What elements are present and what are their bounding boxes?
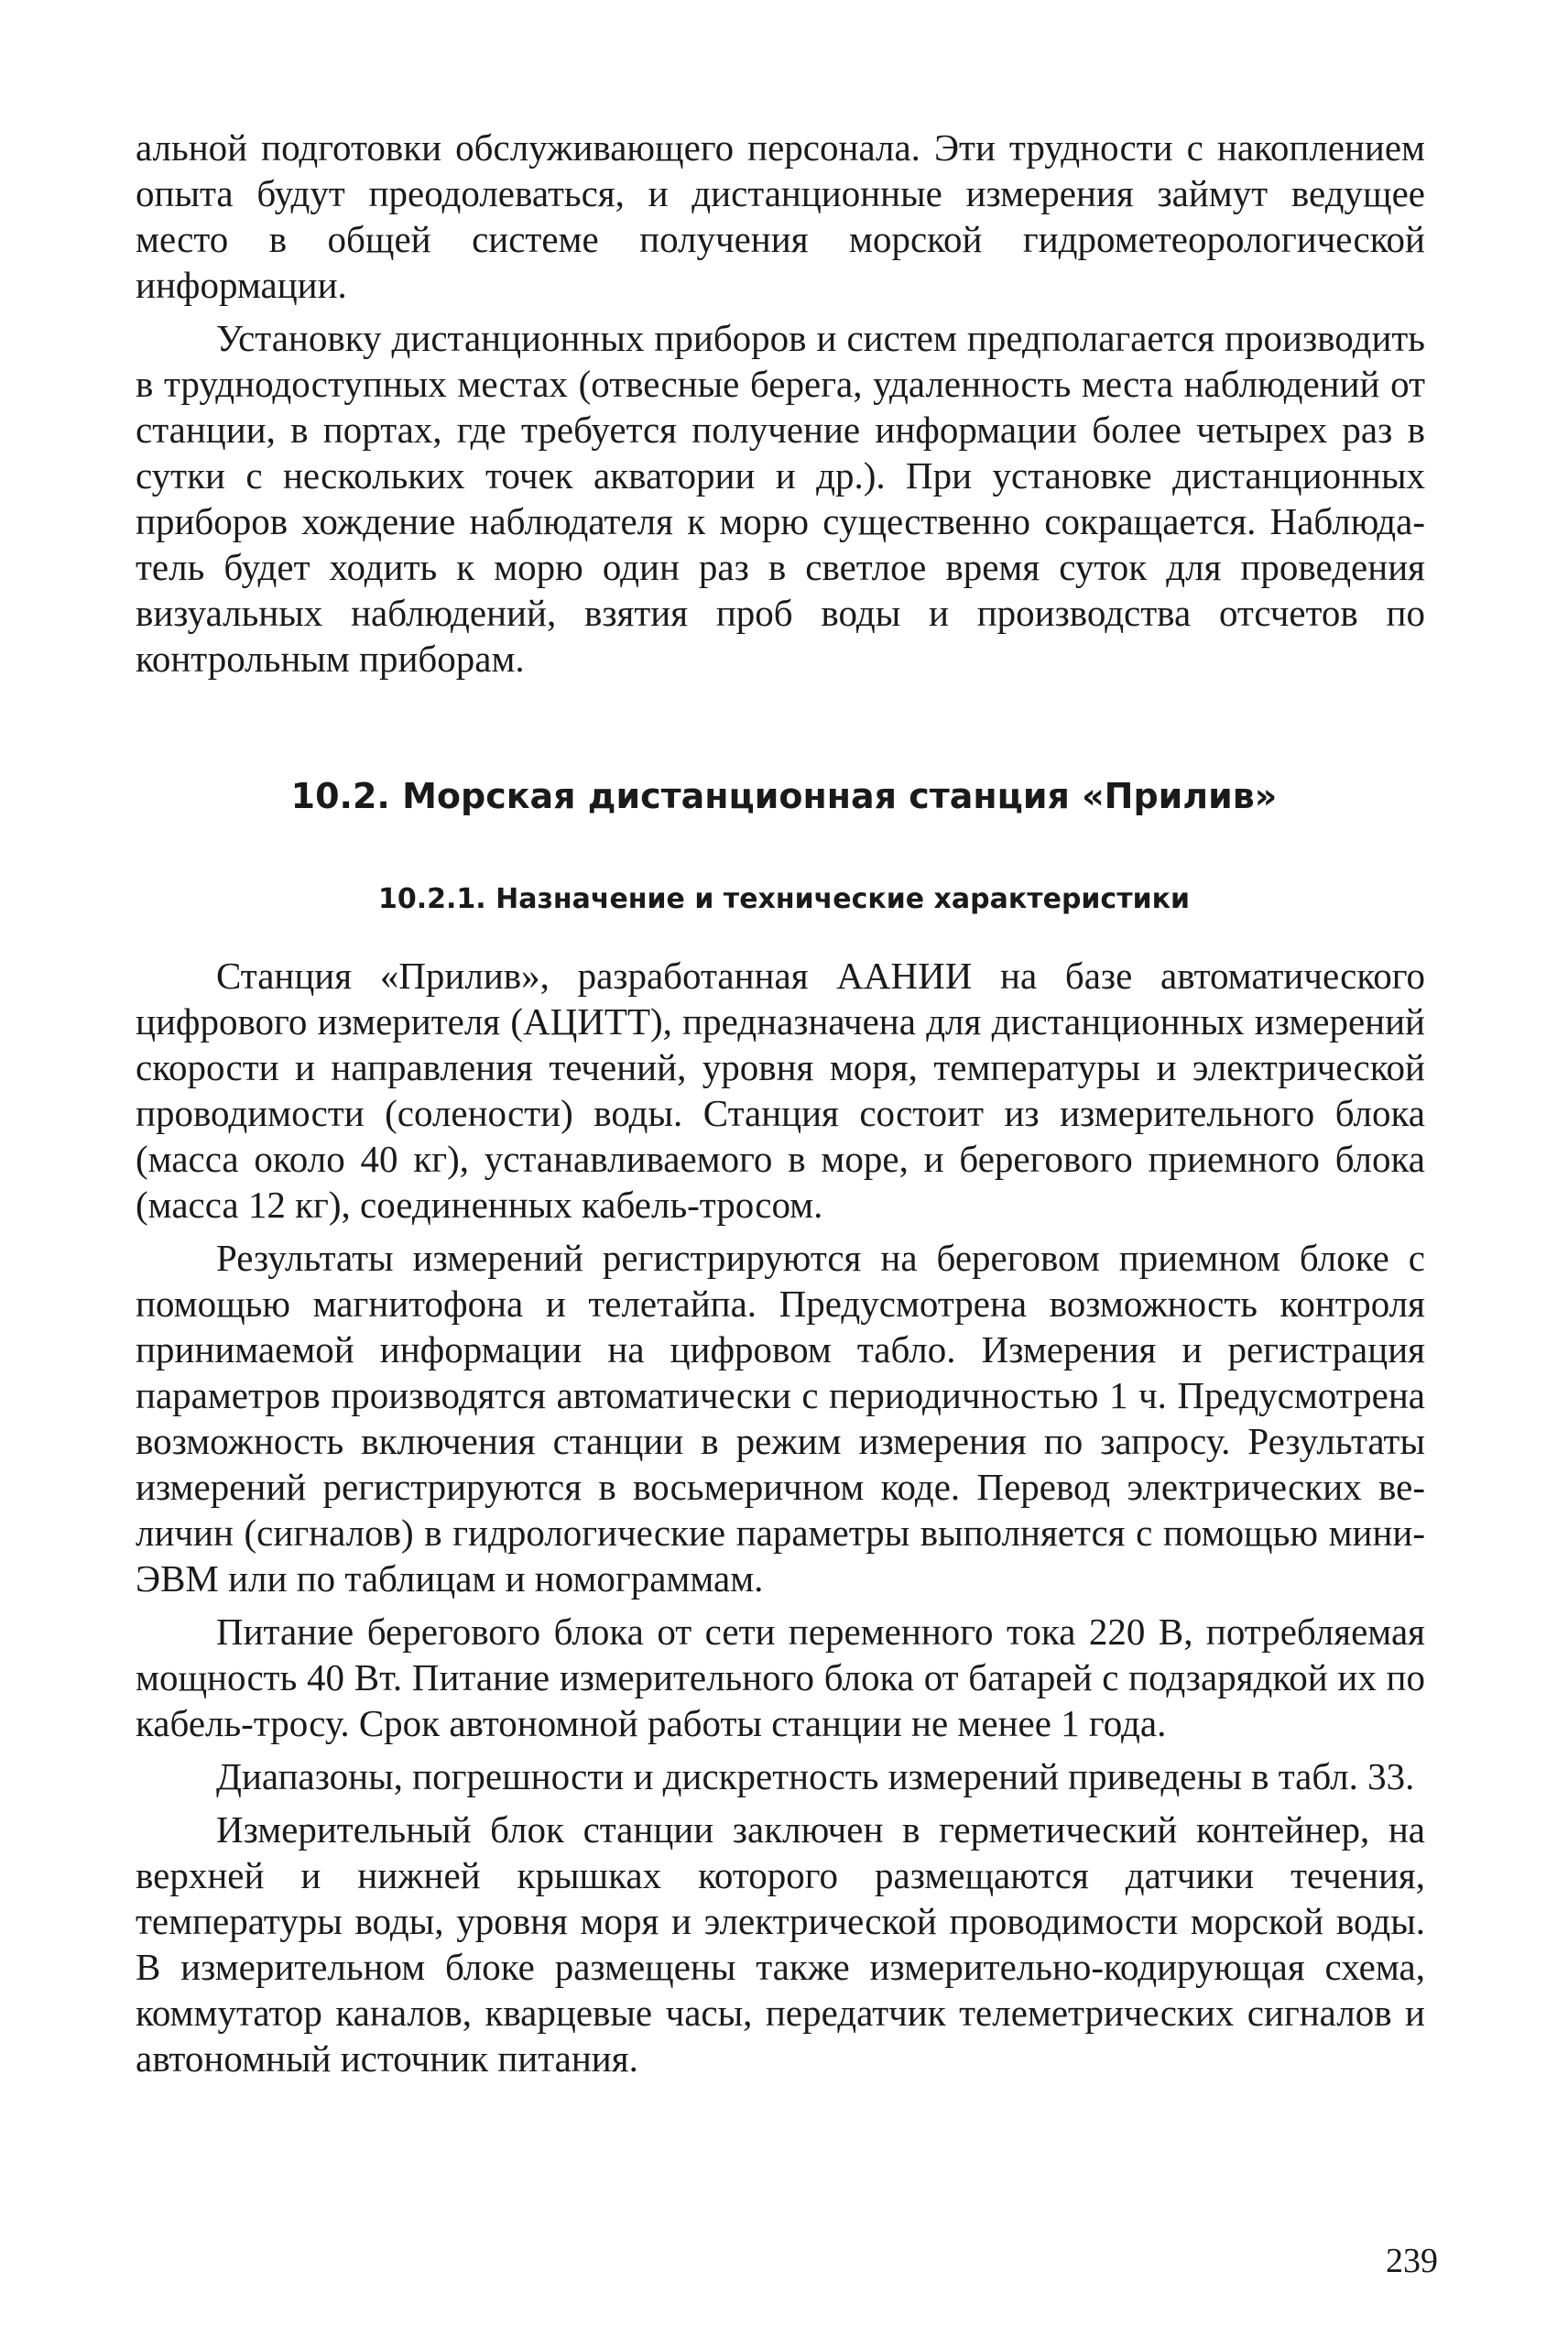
paragraph-remote-instruments: Установку дистанционных приборов и систем предполагается производить в труднодоступных местах (отвесные берега, удаленность места наблюдений от станции, в портах, где требуется получение информации более четырех раз в сутки с нескольких точек акватории и др.). При установке дистанционных приборов хождение наблюдателя к морю существенно сокращается. Наблюдатель будет ходить к морю один раз в светлое время суток для проведения визуальных наблюдений, взятия проб воды и производства отсчетов по контрольным приборам. <box>136 317 1425 680</box>
main-text-block <box>136 953 1425 2081</box>
paragraph-power-supply: Питание берегового блока от сети переменного тока 220 В, потребляемая мощность 40 Вт. Питание измерительного блока от батарей с подзарядкой их по кабель-тросу. Срок автономной работы станции не менее 1 года. <box>136 1611 1425 1744</box>
intro-text-block <box>136 125 1425 682</box>
page-number: 239 <box>1386 2242 1438 2280</box>
paragraph-station-description: Станция «Прилив», разработанная ААНИИ на базе автоматического цифрового измерителя (АЦИТТ), предназначена для дистанционных измерений скорости и направления течений, уровня моря, температуры и электрической проводимости (солености) воды. Станция состоит из измерительного блока (масса около 40 кг), устанавливаемого в море, и берегового приемного блока (масса 12 кг), соединенных кабель-тросом. <box>136 955 1425 1226</box>
paragraph-ranges: Диапазоны, погрешности и дискретность измерений приведены в табл. 33. <box>216 1755 1415 1797</box>
paragraph-measuring-block: Измерительный блок станции заключен в герметический контейнер, на верхней и нижней крышках которого размещаются датчики течения, температуры воды, уровня моря и электрической проводимости морской воды. В измерительном блоке размещены также измерительно-кодирующая схема, коммутатор каналов, кварцевые часы, передатчик телеметрических сигналов и автономный источник питания. <box>136 1808 1425 2080</box>
section-heading: 10.2. Морская дистанционная станция «Прилив» <box>290 776 1278 816</box>
subsection-heading: 10.2.1. Назначение и технические характеристики <box>377 883 1191 915</box>
paragraph-registration: Результаты измерений регистрируются на береговом приемном блоке с помощью магнитофона и телетайпа. Предусмотрена возможность контроля принимаемой информации на цифровом табло. Измерения и регистрация параметров производятся автоматически с периодичностью 1 ч. Предусмотрена возможность включения станции в режим измерения по запросу. Результаты измерений регистрируются в восьмеричном коде. Перевод электрических величин (сигналов) в гидрологические параметры выполняется с помощью мини-ЭВМ или по таблицам и номограммам. <box>136 1237 1425 1600</box>
paragraph-continuation: альной подготовки обслуживающего персонала. Эти трудности с накоплением опыта будут преодолеваться, и дистанционные измерения займут ведущее место в общей системе получения морской гидрометеорологической информации. <box>136 126 1425 306</box>
